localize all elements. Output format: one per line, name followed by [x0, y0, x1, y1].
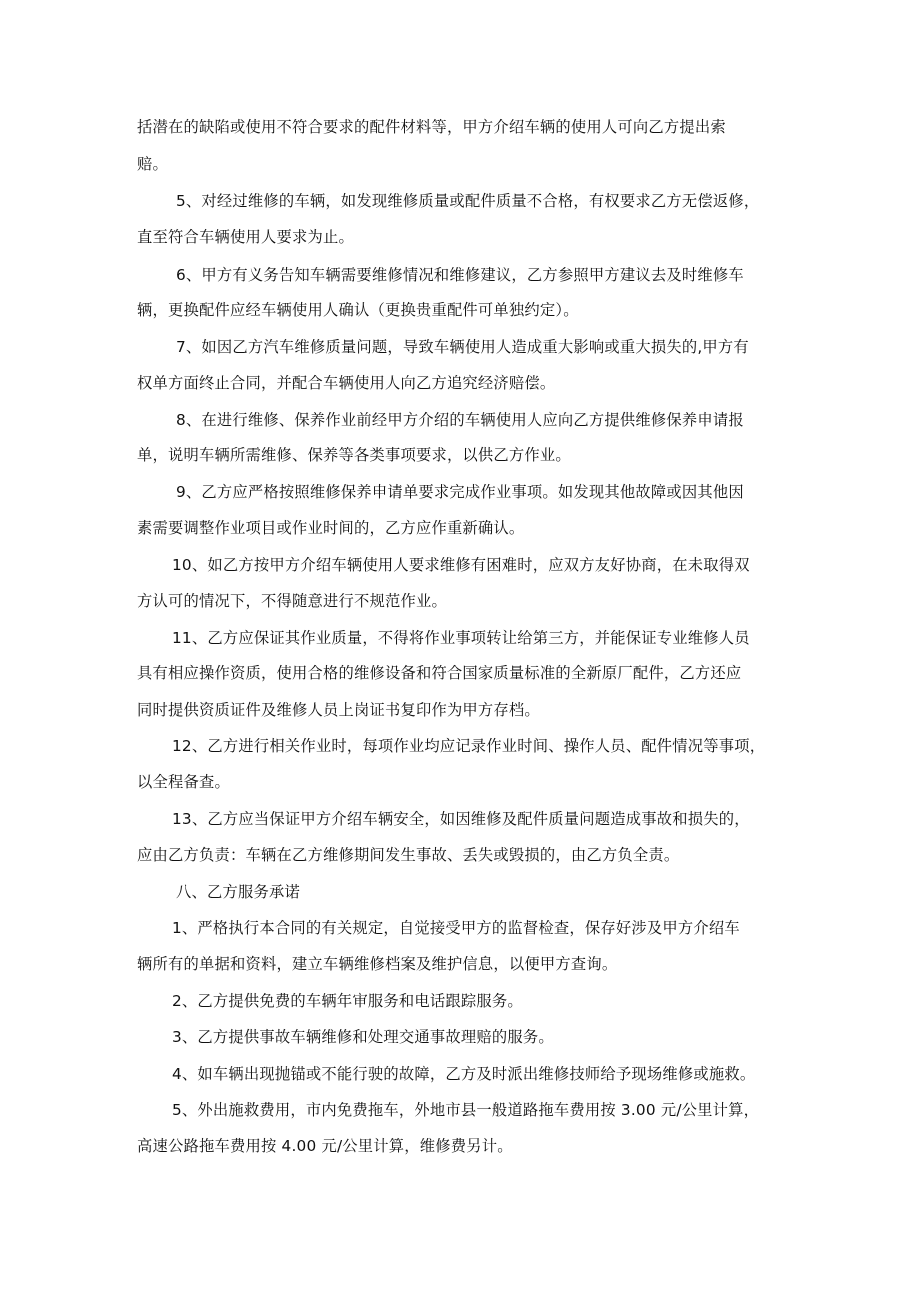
clause-10-line-1: 10、如乙方按甲方介绍车辆使用人要求维修有困难时，应双方友好协商，在未取得双 [172, 556, 750, 574]
paragraph-line: 括潜在的缺陷或使用不符合要求的配件材料等，甲方介绍车辆的使用人可向乙方提出索 [137, 118, 726, 136]
commitment-1-line-2: 辆所有的单据和资料，建立车辆维修档案及维护信息，以便甲方查询。 [137, 955, 618, 973]
clause-12-line-1: 12、乙方进行相关作业时，每项作业均应记录作业时间、操作人员、配件情况等事项， [172, 737, 766, 755]
commitment-5-line-1: 5、外出施救费用，市内免费拖车，外地市县一般道路拖车费用按 3.00 元/公里计算， [172, 1101, 760, 1119]
commitment-5-line-2: 高速公路拖车费用按 4.00 元/公里计算，维修费另计。 [137, 1137, 513, 1155]
commitment-1-line-1: 1、严格执行本合同的有关规定，自觉接受甲方的监督检查，保存好涉及甲方介绍车 [172, 919, 740, 937]
clause-7-line-1: 7、如因乙方汽车维修质量问题，导致车辆使用人造成重大影响或重大损失的,甲方有 [176, 338, 749, 356]
clause-11-line-1: 11、乙方应保证其作业质量，不得将作业事项转让给第三方，并能保证专业维修人员 [172, 629, 750, 647]
clause-10-line-2: 方认可的情况下，不得随意进行不规范作业。 [137, 592, 447, 610]
clause-11-line-2: 具有相应操作资质，使用合格的维修设备和符合国家质量标准的全新原厂配件，乙方还应 [137, 664, 742, 682]
clause-8-line-1: 8、在进行维修、保养作业前经甲方介绍的车辆使用人应向乙方提供维修保养申请报 [176, 411, 744, 429]
clause-11-line-3: 同时提供资质证件及维修人员上岗证书复印作为甲方存档。 [137, 701, 540, 719]
clause-13-line-1: 13、乙方应当保证甲方介绍车辆安全，如因维修及配件质量问题造成事故和损失的， [172, 810, 750, 828]
clause-7-line-2: 权单方面终止合同，并配合车辆使用人向乙方追究经济赔偿。 [137, 374, 556, 392]
clause-8-line-2: 单，说明车辆所需维修、保养等各类事项要求，以供乙方作业。 [137, 446, 571, 464]
section-heading: 八、乙方服务承诺 [176, 883, 300, 901]
commitment-4-line-1: 4、如车辆出现抛锚或不能行驶的故障，乙方及时派出维修技师给予现场维修或施救。 [172, 1065, 756, 1083]
clause-13-line-2: 应由乙方负责：车辆在乙方维修期间发生事故、丢失或毁损的，由乙方负全责。 [137, 846, 680, 864]
clause-12-line-2: 以全程备查。 [137, 773, 230, 791]
clause-5-line-2: 直至符合车辆使用人要求为止。 [137, 228, 354, 246]
clause-6-line-2: 辆，更换配件应经车辆使用人确认（更换贵重配件可单独约定）。 [137, 301, 579, 319]
clause-6-line-1: 6、甲方有义务告知车辆需要维修情况和维修建议，乙方参照甲方建议去及时维修车 [176, 266, 744, 284]
commitment-3-line-1: 3、乙方提供事故车辆维修和处理交通事故理赔的服务。 [172, 1028, 554, 1046]
clause-9-line-1: 9、乙方应严格按照维修保养申请单要求完成作业事项。如发现其他故障或因其他因 [176, 483, 744, 501]
clause-5-line-1: 5、对经过维修的车辆，如发现维修质量或配件质量不合格，有权要求乙方无偿返修， [176, 192, 760, 210]
paragraph-line: 赔。 [137, 155, 168, 173]
commitment-2-line-1: 2、乙方提供免费的车辆年审服务和电话跟踪服务。 [172, 992, 523, 1010]
clause-9-line-2: 素需要调整作业项目或作业时间的，乙方应作重新确认。 [137, 519, 525, 537]
